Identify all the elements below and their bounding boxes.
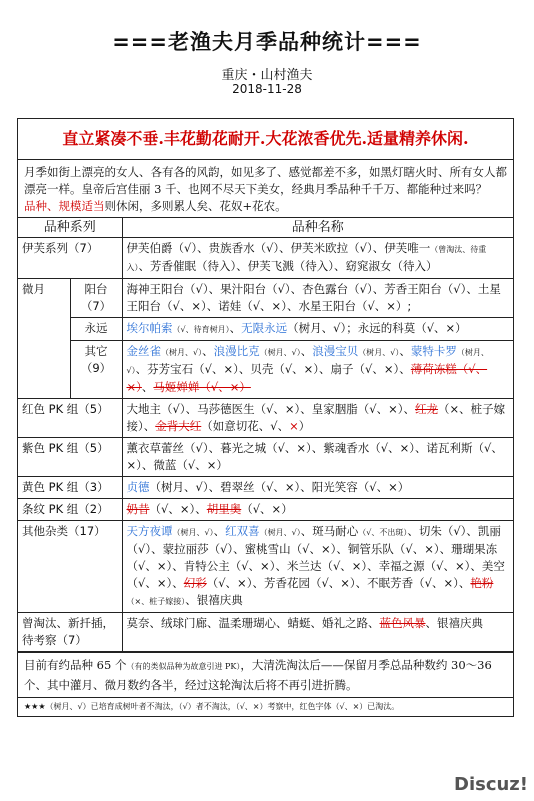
table-row bbox=[18, 521, 513, 613]
table-row bbox=[18, 499, 513, 521]
series-cell: 伊芙系列（7） bbox=[18, 238, 122, 279]
summary-note: （有的类似品种为故意引进 PK） bbox=[126, 662, 241, 671]
variety-names-cell: 薰衣草蕾丝（√）、暮光之城（√、×）、紫魂香水（√、×）、诺瓦利斯（√、×）、微蓝（√、×） bbox=[122, 438, 513, 477]
table-row bbox=[18, 613, 513, 652]
table-row bbox=[18, 318, 513, 341]
variety-names-cell: 天方夜谭（树月、√）、红双喜（树月、√）、斑马耐心（√、不出斑）、切朱（√）、凯丽（√）、蒙拉丽莎（√）、蜜桃雪山（√、×）、铜管乐队（√、×）、珊瑚果冻（√、×）、肯特公主（√、×）、米兰达（√、×）、幸福之源（√、×）、美空（√、×）、幻彩（√、×）、芳香花园（√、×）、不眠芳香（√、×）、艳粉（×、桩子嫁接）、银禧庆典 bbox=[122, 521, 513, 613]
series-cell: 其他杂类（17） bbox=[18, 521, 122, 613]
header-series: 品种系列 bbox=[18, 218, 122, 238]
summary-text-1: 目前有约品种 65 个 bbox=[24, 658, 127, 672]
series-cell: 曾淘汰、新扦插，待考察（7） bbox=[18, 613, 122, 652]
variety-table-body bbox=[18, 218, 513, 652]
variety-names-cell: 贞德（树月、√）、碧翠丝（√、×）、阳光笑容（√、×） bbox=[122, 477, 513, 499]
summary-text-2: ，大清洗淘汰后——保留月季总品种数约 30～36 个、其中灌月、微月数约各半，经过这轮淘汰后将不再引进折腾。 bbox=[24, 658, 492, 692]
variety-names-cell: 伊芙伯爵（√）、贵族香水（√）、伊芙米欧拉（√）、伊芙唯一（曾淘汰、待重入）、芳香催眠（待入）、伊芙飞溅（待入）、窈窕淑女（待入） bbox=[122, 238, 513, 279]
intro-rest: 则休闲，多则累人矣、花奴+花农。 bbox=[104, 199, 287, 213]
forum-watermark: Discuz! bbox=[454, 774, 528, 795]
table-row bbox=[18, 238, 513, 279]
author-line: 重庆・山村渔夫 bbox=[221, 68, 313, 83]
legend-note: ★★★（树月、√）已培育成树叶者不淘汰，（√）者不淘汰，（√、×）考察中，红色字体（√、×）已淘汰。 bbox=[18, 697, 513, 716]
variety-document bbox=[17, 118, 514, 717]
series-cell: 红色 PK 组（5） bbox=[18, 399, 122, 438]
series-sub-cell: 其它（9） bbox=[70, 341, 122, 399]
variety-names-cell: 莫奈、绒球门廊、温柔珊瑚心、蜻蜓、婚礼之路、蓝色风暴、银禧庆典 bbox=[122, 613, 513, 652]
series-cell: 紫色 PK 组（5） bbox=[18, 438, 122, 477]
table-row bbox=[18, 399, 513, 438]
variety-names-cell: 奶昔（√、×）、胡里奥（√、×） bbox=[122, 499, 513, 521]
page-title: ===老渔夫月季品种统计=== bbox=[112, 30, 422, 54]
table-row bbox=[18, 279, 513, 318]
series-cell: 条纹 PK 组（2） bbox=[18, 499, 122, 521]
summary-footer bbox=[18, 652, 513, 697]
series-sub-cell: 永远 bbox=[70, 318, 122, 341]
table-row bbox=[18, 477, 513, 499]
series-cell: 黄色 PK 组（3） bbox=[18, 477, 122, 499]
table-row bbox=[18, 341, 513, 399]
date-line: 2018-11-28 bbox=[232, 82, 302, 96]
intro-highlight: 品种、规模适当 bbox=[24, 199, 105, 213]
variety-names-cell: 大地主（√）、马莎德医生（√、×）、皇家胭脂（√、×）、红龙（×、桩子嫁接）、金背大红（如意切花、√、×） bbox=[122, 399, 513, 438]
slogan-banner: 直立紧凑不垂.丰花勤花耐开.大花浓香优先.适量精养休闲. bbox=[18, 119, 513, 160]
series-sub-cell: 阳台（7） bbox=[70, 279, 122, 318]
intro-text: 月季如街上漂亮的女人、各有各的风韵，如见多了、感觉都差不多，如黑灯瞎火时、所有女人都漂亮一样。皇帝后宫佳丽 3 千、也网不尽天下美女，经典月季品种千千万、都能种过来吗？ bbox=[24, 165, 507, 196]
intro-paragraph bbox=[18, 160, 513, 218]
header-names: 品种名称 bbox=[122, 218, 513, 238]
series-group-cell: 微月 bbox=[18, 279, 70, 399]
variety-names-cell: 金丝雀（树月、√）、浪漫比克（树月、√）、浪漫宝贝（树月、√）、蒙特卡罗（树月、√）、芬芳宝石（√、×）、贝壳（√、×）、扇子（√、×）、薄荷冻糕（√、×）、马姬婵婵（√、×） bbox=[122, 341, 513, 399]
variety-table bbox=[18, 218, 513, 652]
variety-names-cell: 海神王阳台（√）、果汁阳台（√）、杏色露台（√）、芳香王阳台（√）、土星王阳台（√、×）、诺娃（√、×）、水星王阳台（√、×）; bbox=[122, 279, 513, 318]
table-row bbox=[18, 438, 513, 477]
table-header-row bbox=[18, 218, 513, 238]
variety-names-cell: 埃尔帕索（√、待育树月）、无限永远（树月、√）；永远的科莫（√、×） bbox=[122, 318, 513, 341]
